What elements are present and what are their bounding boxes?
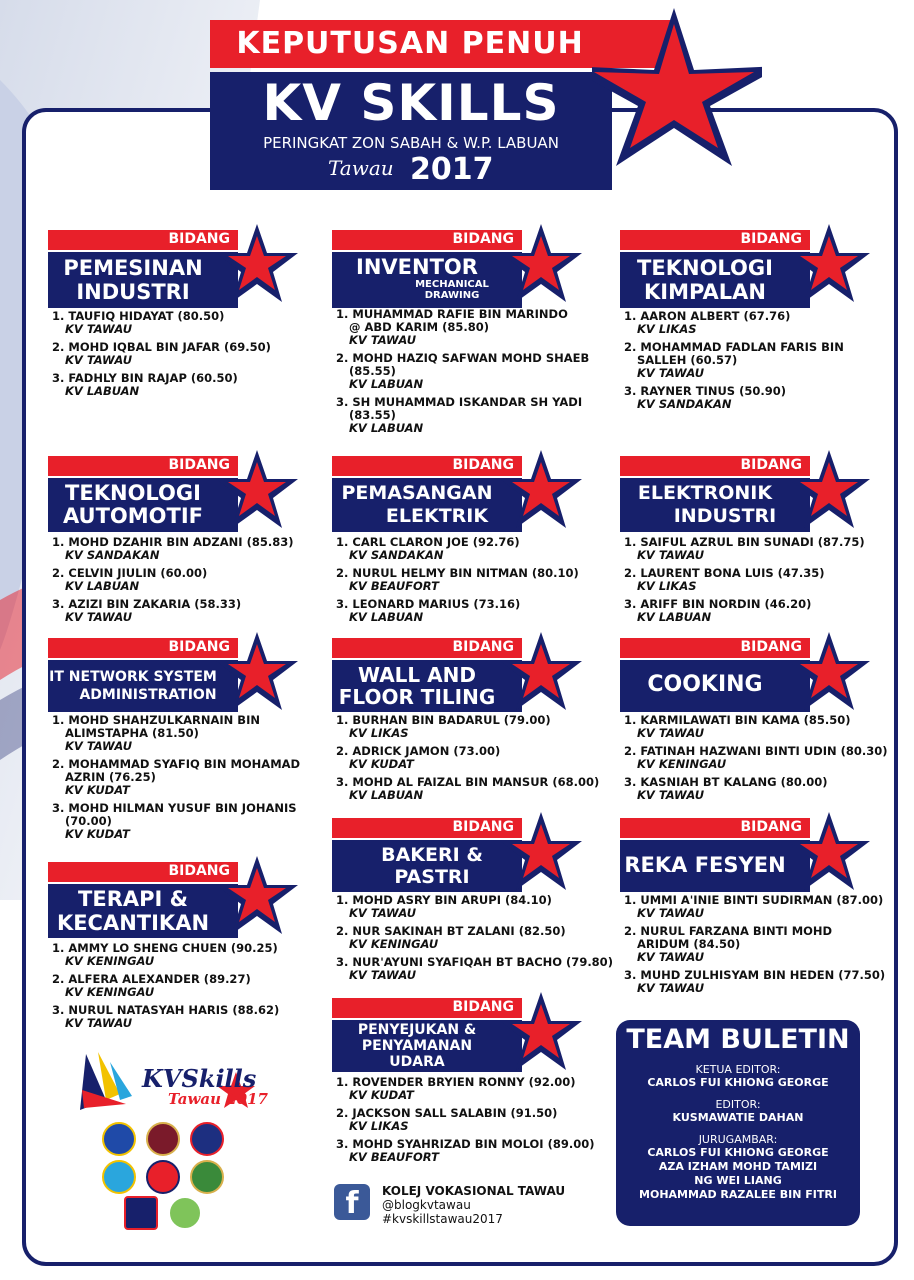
header-title-block <box>210 72 612 190</box>
entry-name: 3. NUR'AYUNI SYAFIQAH BT BACHO (79.80) <box>336 955 613 969</box>
entry-college: KV SANDAKAN <box>65 548 160 562</box>
bidang-label: BIDANG <box>740 819 802 835</box>
list-item <box>336 598 579 624</box>
list-item <box>624 385 844 411</box>
team-role-chief-editor: KETUA EDITOR: <box>695 1063 781 1076</box>
partner-seal-icon <box>102 1160 136 1194</box>
entry-name: 2. MOHD HAZIQ SAFWAN MOHD SHAEB <box>336 351 590 365</box>
kv-skills-logo-text: KVSkills <box>142 1064 257 1093</box>
partner-seal-icon <box>146 1160 180 1194</box>
list-item <box>52 536 293 562</box>
list-item <box>624 310 844 336</box>
results-list-pemesinan <box>52 310 271 398</box>
section-title-box <box>48 660 238 712</box>
entry-college: KV TAWAU <box>65 322 133 336</box>
partner-seal-icon <box>168 1196 202 1230</box>
section-title-line2: INDUSTRI <box>673 505 777 527</box>
star-icon <box>216 632 298 712</box>
list-item <box>52 372 271 398</box>
section-title-line1: TEKNOLOGI <box>65 481 201 505</box>
bidang-banner <box>48 862 238 882</box>
social-handle[interactable]: @blogkvtawau <box>382 1198 471 1212</box>
bidang-label: BIDANG <box>740 639 802 655</box>
entry-name: 1. MOHD DZAHIR BIN ADZANI (85.83) <box>52 535 294 549</box>
list-item <box>624 894 885 920</box>
bidang-banner <box>48 230 238 250</box>
list-item <box>52 567 293 593</box>
section-title-line1: PEMASANGAN <box>341 482 493 504</box>
entry-name: 1. ROVENDER BRYIEN RONNY (92.00) <box>336 1075 576 1089</box>
list-item <box>52 802 300 841</box>
team-name: MOHAMMAD RAZALEE BIN FITRI <box>639 1188 837 1201</box>
section-title-line1: INVENTOR <box>356 255 478 279</box>
section-title-box <box>332 840 522 892</box>
star-icon <box>500 632 582 712</box>
entry-name: 2. CELVIN JIULIN (60.00) <box>52 566 208 580</box>
social-hashtag: #kvskillstawau2017 <box>382 1212 503 1226</box>
entry-name: 1. CARL CLARON JOE (92.76) <box>336 535 520 549</box>
entry-name: 1. AARON ALBERT (67.76) <box>624 309 791 323</box>
header-year: 2017 <box>410 152 494 187</box>
entry-college: KV LABUAN <box>65 384 140 398</box>
team-name: CARLOS FUI KHIONG GEORGE <box>647 1146 829 1159</box>
entry-name-cont: (83.55) <box>349 408 396 422</box>
entry-college: KV TAWAU <box>637 981 705 995</box>
section-title-box <box>48 884 238 938</box>
star-icon <box>788 224 870 304</box>
page-title: KV SKILLS <box>262 74 560 132</box>
section-title-line1: IT NETWORK SYSTEM <box>49 669 217 685</box>
results-list-bakeri <box>336 894 613 982</box>
entry-college: KV LABUAN <box>65 579 140 593</box>
entry-college: KV LIKAS <box>349 726 409 740</box>
entry-college: KV TAWAU <box>65 1016 133 1030</box>
social-page-name[interactable]: KOLEJ VOKASIONAL TAWAU <box>382 1184 566 1198</box>
results-list-elektronik <box>624 536 865 624</box>
list-item <box>624 714 888 740</box>
kv-skills-logo-year: Tawau 2017 <box>168 1090 268 1108</box>
entry-name: 2. MOHAMMAD SYAFIQ BIN MOHAMAD <box>52 757 301 771</box>
list-item <box>336 894 613 920</box>
list-item <box>624 776 888 802</box>
list-item <box>336 536 579 562</box>
bidang-banner <box>620 456 810 476</box>
entry-name-cont: SALLEH (60.57) <box>637 353 738 367</box>
entry-name: 1. UMMI A'INIE BINTI SUDIRMAN (87.00) <box>624 893 884 907</box>
list-item <box>336 1076 594 1102</box>
partner-seal-icon <box>146 1122 180 1156</box>
bidang-label: BIDANG <box>452 819 514 835</box>
section-title-box <box>48 478 238 532</box>
list-item <box>52 973 279 999</box>
entry-college: KV KENINGAU <box>349 937 439 951</box>
star-icon <box>500 992 582 1072</box>
entry-name: 1. MOHD SHAHZULKARNAIN BIN <box>52 713 260 727</box>
section-title-line2: PASTRI <box>394 866 470 888</box>
entry-name: 3. ARIFF BIN NORDIN (46.20) <box>624 597 812 611</box>
section-title-line3: DRAWING <box>424 290 480 301</box>
entry-college: KV BEAUFORT <box>349 1150 439 1164</box>
entry-name: 3. NURUL NATASYAH HARIS (88.62) <box>52 1003 280 1017</box>
star-icon <box>500 450 582 530</box>
results-list-cooking <box>624 714 888 802</box>
social-info <box>382 1184 565 1226</box>
entry-college: KV LIKAS <box>349 1119 409 1133</box>
list-item <box>52 310 271 336</box>
results-list-inventor <box>336 308 589 435</box>
entry-name: 2. JACKSON SALL SALABIN (91.50) <box>336 1106 558 1120</box>
section-title-line2: AUTOMOTIF <box>62 504 204 528</box>
entry-name: 3. MOHD HILMAN YUSUF BIN JOHANIS <box>52 801 297 815</box>
results-list-terapi <box>52 942 279 1030</box>
section-title-line1: PENYEJUKAN & <box>357 1022 477 1038</box>
entry-name: 1. MOHD ASRY BIN ARUPI (84.10) <box>336 893 552 907</box>
section-title-line2: MECHANICAL <box>415 279 489 290</box>
entry-name: 2. ALFERA ALEXANDER (89.27) <box>52 972 251 986</box>
entry-name: 2. NURUL FARZANA BINTI MOHD <box>624 924 833 938</box>
team-buletin-box <box>616 1020 860 1226</box>
bidang-banner <box>332 998 522 1018</box>
entry-college: KV TAWAU <box>349 968 417 982</box>
section-title-line2: FLOOR TILING <box>338 685 496 709</box>
list-item <box>336 396 589 435</box>
entry-college: KV TAWAU <box>637 366 705 380</box>
page-subtitle: PERINGKAT ZON SABAH & W.P. LABUAN <box>263 134 559 152</box>
list-item <box>624 969 885 995</box>
list-item <box>336 308 589 347</box>
entry-college: KV TAWAU <box>65 610 133 624</box>
bidang-label: BIDANG <box>740 231 802 247</box>
entry-college: KV LABUAN <box>637 610 712 624</box>
entry-college: KV LABUAN <box>349 788 424 802</box>
entry-name: 3. LEONARD MARIUS (73.16) <box>336 597 521 611</box>
bidang-label: BIDANG <box>740 457 802 473</box>
bidang-label: BIDANG <box>168 231 230 247</box>
entry-name-cont: (70.00) <box>65 814 112 828</box>
team-role-editor: EDITOR: <box>715 1098 761 1111</box>
star-icon <box>788 812 870 892</box>
list-item <box>52 1004 279 1030</box>
partner-seal-icon <box>102 1122 136 1156</box>
entry-name-cont: (85.55) <box>349 364 396 378</box>
section-title-line1: TERAPI & <box>78 887 188 911</box>
bidang-banner <box>620 638 810 658</box>
entry-name: 3. MOHD AL FAIZAL BIN MANSUR (68.00) <box>336 775 600 789</box>
bidang-banner <box>48 456 238 476</box>
section-title-line2: PENYAMANAN <box>361 1038 473 1054</box>
section-title-line3: UDARA <box>389 1054 445 1070</box>
entry-name: 2. ADRICK JAMON (73.00) <box>336 744 501 758</box>
star-icon <box>500 812 582 892</box>
entry-name: 2. MOHD IQBAL BIN JAFAR (69.50) <box>52 340 271 354</box>
header-top-banner-text: KEPUTUSAN PENUH <box>236 26 584 61</box>
entry-college: KV LIKAS <box>637 579 697 593</box>
section-title-line2: ADMINISTRATION <box>79 687 217 703</box>
results-list-wall <box>336 714 599 802</box>
entry-name-cont: @ ABD KARIM (85.80) <box>349 320 489 334</box>
entry-college: KV KUDAT <box>349 757 414 771</box>
list-item <box>624 925 885 964</box>
entry-name: 1. TAUFIQ HIDAYAT (80.50) <box>52 309 225 323</box>
entry-college: KV LIKAS <box>637 322 697 336</box>
entry-name: 3. SH MUHAMMAD ISKANDAR SH YADI <box>336 395 583 409</box>
list-item <box>336 745 599 771</box>
list-item <box>52 598 293 624</box>
section-title-box <box>48 252 238 308</box>
entry-college: KV TAWAU <box>65 353 133 367</box>
star-icon <box>500 224 582 304</box>
entry-college: KV TAWAU <box>65 739 133 753</box>
section-title-box <box>620 252 810 308</box>
list-item <box>336 714 599 740</box>
entry-name: 1. KARMILAWATI BIN KAMA (85.50) <box>624 713 851 727</box>
list-item <box>336 925 613 951</box>
section-title-line1: PEMESINAN <box>63 256 203 280</box>
section-title-line1: COOKING <box>647 672 763 697</box>
section-title-line2: KECANTIKAN <box>56 911 210 935</box>
results-list-fesyen <box>624 894 885 995</box>
list-item <box>336 956 613 982</box>
section-title-line2: ELEKTRIK <box>385 505 489 527</box>
bidang-banner <box>620 818 810 838</box>
entry-name: 1. SAIFUL AZRUL BIN SUNADI (87.75) <box>624 535 865 549</box>
team-name: CARLOS FUI KHIONG GEORGE <box>647 1076 829 1089</box>
entry-name: 3. MUHD ZULHISYAM BIN HEDEN (77.50) <box>624 968 886 982</box>
entry-college: KV TAWAU <box>637 726 705 740</box>
star-icon <box>788 632 870 712</box>
entry-name: 3. RAYNER TINUS (50.90) <box>624 384 786 398</box>
entry-college: KV KUDAT <box>349 1088 414 1102</box>
entry-name: 3. MOHD SYAHRIZAD BIN MOLOI (89.00) <box>336 1137 595 1151</box>
star-icon <box>788 450 870 530</box>
entry-college: KV BEAUFORT <box>349 579 439 593</box>
entry-college: KV TAWAU <box>637 906 705 920</box>
section-title-box <box>332 478 522 532</box>
header-star-icon <box>592 8 762 168</box>
entry-name: 1. AMMY LO SHENG CHUEN (90.25) <box>52 941 278 955</box>
entry-name: 3. AZIZI BIN ZAKARIA (58.33) <box>52 597 242 611</box>
list-item <box>624 598 865 624</box>
entry-college: KV TAWAU <box>349 333 417 347</box>
bidang-label: BIDANG <box>452 639 514 655</box>
team-role-photographer: JURUGAMBAR: <box>698 1133 778 1146</box>
section-title-box <box>332 252 522 308</box>
results-list-itnetwork <box>52 714 300 841</box>
results-list-pemasangan <box>336 536 579 624</box>
entry-college: KV KUDAT <box>65 827 130 841</box>
bidang-label: BIDANG <box>168 639 230 655</box>
team-name: NG WEI LIANG <box>694 1174 782 1187</box>
entry-college: KV TAWAU <box>349 906 417 920</box>
bidang-banner <box>332 818 522 838</box>
entry-college: KV KENINGAU <box>637 757 727 771</box>
section-title-box <box>332 1020 522 1072</box>
partner-seal-icon <box>190 1160 224 1194</box>
section-title-box <box>620 660 810 712</box>
partner-seal-icon <box>190 1122 224 1156</box>
entry-college: KV TAWAU <box>637 950 705 964</box>
entry-college: KV SANDAKAN <box>349 548 444 562</box>
facebook-icon[interactable]: f <box>334 1184 370 1220</box>
section-title-box <box>620 478 810 532</box>
list-item <box>52 758 300 797</box>
section-title-line2: KIMPALAN <box>644 280 766 304</box>
list-item <box>52 341 271 367</box>
entry-college: KV KUDAT <box>65 783 130 797</box>
list-item <box>624 341 844 380</box>
results-list-kimpalan <box>624 310 844 411</box>
results-list-penyejukan <box>336 1076 594 1164</box>
bidang-banner <box>332 638 522 658</box>
star-icon <box>216 450 298 530</box>
entry-college: KV KENINGAU <box>65 985 155 999</box>
entry-college: KV TAWAU <box>637 788 705 802</box>
bidang-label: BIDANG <box>452 231 514 247</box>
entry-name-cont: AZRIN (76.25) <box>65 770 156 784</box>
entry-name: 2. FATINAH HAZWANI BINTI UDIN (80.30) <box>624 744 888 758</box>
list-item <box>52 942 279 968</box>
section-title-line1: REKA FESYEN <box>624 853 786 877</box>
list-item <box>336 567 579 593</box>
team-name: AZA IZHAM MOHD TAMIZI <box>658 1160 818 1173</box>
section-title-box <box>332 660 522 712</box>
entry-name-cont: ARIDUM (84.50) <box>637 937 741 951</box>
entry-college: KV KENINGAU <box>65 954 155 968</box>
entry-name: 3. KASNIAH BT KALANG (80.00) <box>624 775 828 789</box>
bidang-banner <box>332 230 522 250</box>
star-icon <box>216 224 298 304</box>
bidang-banner <box>620 230 810 250</box>
entry-college: KV TAWAU <box>637 548 705 562</box>
list-item <box>336 776 599 802</box>
list-item <box>624 745 888 771</box>
list-item <box>624 536 865 562</box>
entry-name: 1. MUHAMMAD RAFIE BIN MARINDO <box>336 307 568 321</box>
team-title: TEAM BULETIN <box>626 1024 850 1055</box>
section-title-line1: WALL AND <box>358 663 476 687</box>
list-item <box>336 352 589 391</box>
entry-college: KV LABUAN <box>349 377 424 391</box>
section-title-line2: INDUSTRI <box>76 280 190 304</box>
star-icon <box>216 856 298 936</box>
entry-name-cont: ALIMSTAPHA (81.50) <box>65 726 199 740</box>
entry-college: KV LABUAN <box>349 421 424 435</box>
bidang-label: BIDANG <box>168 863 230 879</box>
entry-name: 2. MOHAMMAD FADLAN FARIS BIN <box>624 340 844 354</box>
entry-college: KV SANDAKAN <box>637 397 732 411</box>
section-title-box <box>620 840 810 892</box>
entry-name: 2. NURUL HELMY BIN NITMAN (80.10) <box>336 566 579 580</box>
bidang-label: BIDANG <box>452 999 514 1015</box>
section-title-line1: TEKNOLOGI <box>637 256 773 280</box>
section-title-line1: ELEKTRONIK <box>637 482 773 504</box>
entry-name: 3. FADHLY BIN RAJAP (60.50) <box>52 371 238 385</box>
entry-college: KV LABUAN <box>349 610 424 624</box>
list-item <box>624 567 865 593</box>
bidang-label: BIDANG <box>168 457 230 473</box>
partner-seal-icon <box>124 1196 158 1230</box>
bidang-banner <box>332 456 522 476</box>
list-item <box>336 1107 594 1133</box>
header-location: Tawau <box>328 156 394 180</box>
list-item <box>336 1138 594 1164</box>
entry-name: 1. BURHAN BIN BADARUL (79.00) <box>336 713 551 727</box>
team-name: KUSMAWATIE DAHAN <box>672 1111 804 1124</box>
entry-name: 2. LAURENT BONA LUIS (47.35) <box>624 566 825 580</box>
list-item <box>52 714 300 753</box>
entry-name: 2. NUR SAKINAH BT ZALANI (82.50) <box>336 924 566 938</box>
results-list-automotif <box>52 536 293 624</box>
section-title-line1: BAKERI & <box>381 844 483 866</box>
bidang-banner <box>48 638 238 658</box>
bidang-label: BIDANG <box>452 457 514 473</box>
